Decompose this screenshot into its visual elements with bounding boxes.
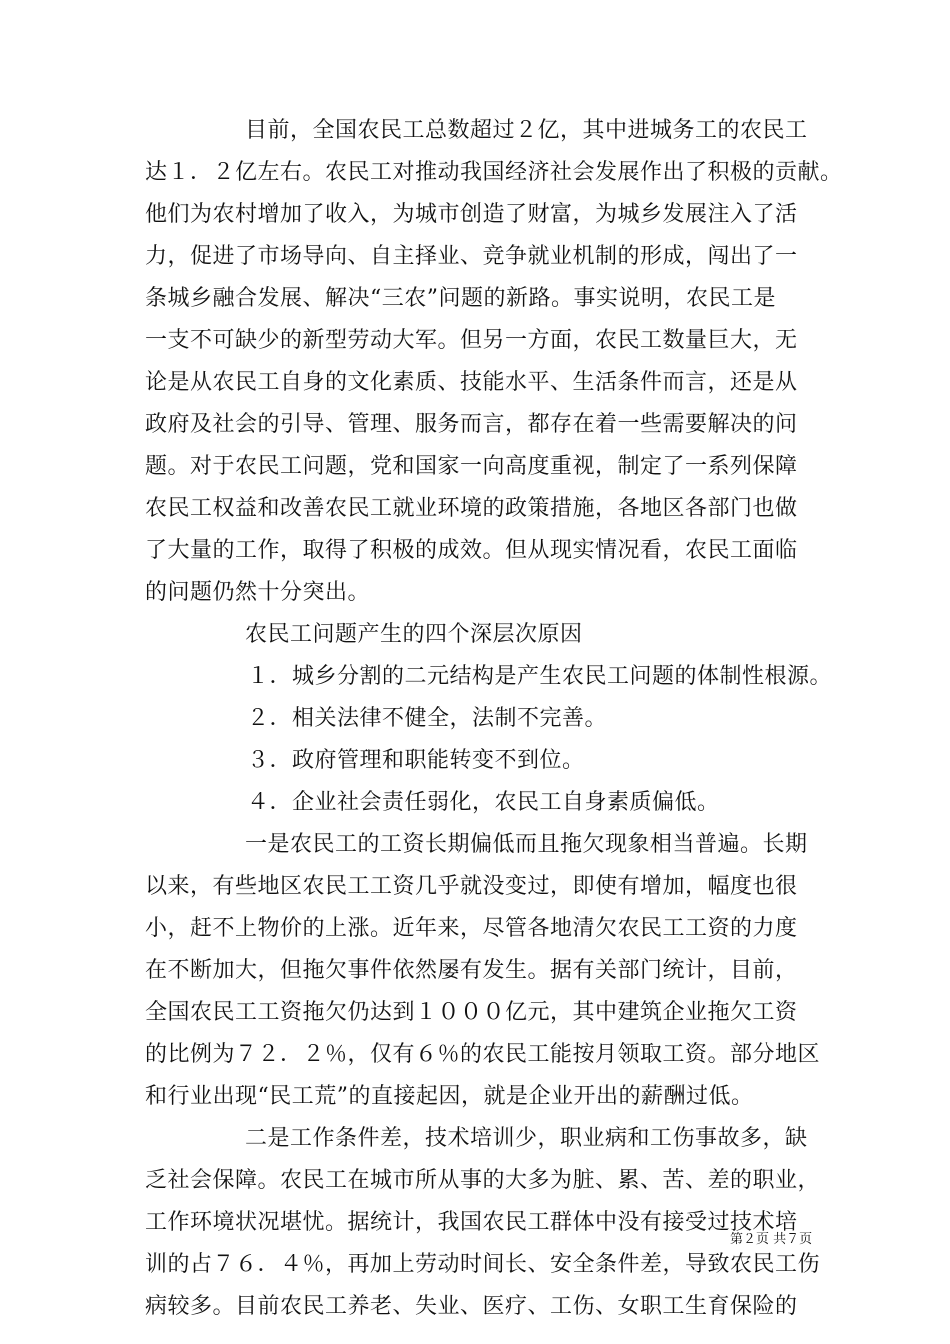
paragraph-1-line: 了大量的工作，取得了积极的成效。但从现实情况看，农民工面临 bbox=[145, 538, 798, 563]
paragraph-1-line: 条城乡融合发展、解决“三农”问题的新路。事实说明，农民工是 bbox=[145, 286, 776, 311]
paragraph-1-line: 政府及社会的引导、管理、服务而言，都存在着一些需要解决的问 bbox=[145, 412, 798, 437]
paragraph-3-line: 病较多。目前农民工养老、失业、医疗、工伤、女职工生育保险的 bbox=[145, 1294, 798, 1319]
paragraph-2-line: 的比例为７２．２％，仅有６％的农民工能按月领取工资。部分地区 bbox=[145, 1042, 821, 1067]
section-heading: 农民工问题产生的四个深层次原因 bbox=[245, 622, 583, 647]
paragraph-2-line: 小，赶不上物价的上涨。近年来，尽管各地清欠农民工工资的力度 bbox=[145, 916, 798, 941]
paragraph-1-line: 目前，全国农民工总数超过２亿，其中进城务工的农民工 bbox=[245, 118, 808, 143]
paragraph-2-line: 一是农民工的工资长期偏低而且拖欠现象相当普遍。长期 bbox=[245, 832, 808, 857]
paragraph-2-line: 和行业出现“民工荒”的直接起因，就是企业开出的薪酬过低。 bbox=[145, 1084, 754, 1109]
reason-item: ４．企业社会责任弱化，农民工自身素质偏低。 bbox=[247, 790, 720, 815]
paragraph-1-line: 农民工权益和改善农民工就业环境的政策措施，各地区各部门也做 bbox=[145, 496, 798, 521]
paragraph-2-line: 以来，有些地区农民工工资几乎就没变过，即使有增加，幅度也很 bbox=[145, 874, 798, 899]
paragraph-1-line: 力，促进了市场导向、自主择业、竞争就业机制的形成，闯出了一 bbox=[145, 244, 798, 269]
reason-item: ３．政府管理和职能转变不到位。 bbox=[247, 748, 585, 773]
paragraph-1-line: 题。对于农民工问题，党和国家一向高度重视，制定了一系列保障 bbox=[145, 454, 798, 479]
reason-item: １．城乡分割的二元结构是产生农民工问题的体制性根源。 bbox=[247, 664, 833, 689]
paragraph-3-line: 工作环境状况堪忧。据统计，我国农民工群体中没有接受过技术培 bbox=[145, 1210, 798, 1235]
paragraph-1-line: 的问题仍然十分突出。 bbox=[145, 580, 371, 605]
page-number: 第２页 共７页 bbox=[730, 1232, 813, 1247]
paragraph-3-line: 二是工作条件差，技术培训少，职业病和工伤事故多，缺 bbox=[245, 1126, 808, 1151]
paragraph-1-line: 一支不可缺少的新型劳动大军。但另一方面，农民工数量巨大，无 bbox=[145, 328, 798, 353]
paragraph-1-line: 达１．２亿左右。农民工对推动我国经济社会发展作出了积极的贡献。 bbox=[145, 160, 843, 185]
paragraph-1-line: 他们为农村增加了收入，为城市创造了财富，为城乡发展注入了活 bbox=[145, 202, 798, 227]
paragraph-2-line: 全国农民工工资拖欠仍达到１０００亿元，其中建筑企业拖欠工资 bbox=[145, 1000, 798, 1025]
paragraph-3-line: 训的占７６．４％，再加上劳动时间长、安全条件差，导致农民工伤 bbox=[145, 1252, 821, 1277]
paragraph-2-line: 在不断加大，但拖欠事件依然屡有发生。据有关部门统计，目前， bbox=[145, 958, 798, 983]
paragraph-3-line: 乏社会保障。农民工在城市所从事的大多为脏、累、苦、差的职业， bbox=[145, 1168, 821, 1193]
paragraph-1-line: 论是从农民工自身的文化素质、技能水平、生活条件而言，还是从 bbox=[145, 370, 798, 395]
reason-item: ２．相关法律不健全，法制不完善。 bbox=[247, 706, 608, 731]
